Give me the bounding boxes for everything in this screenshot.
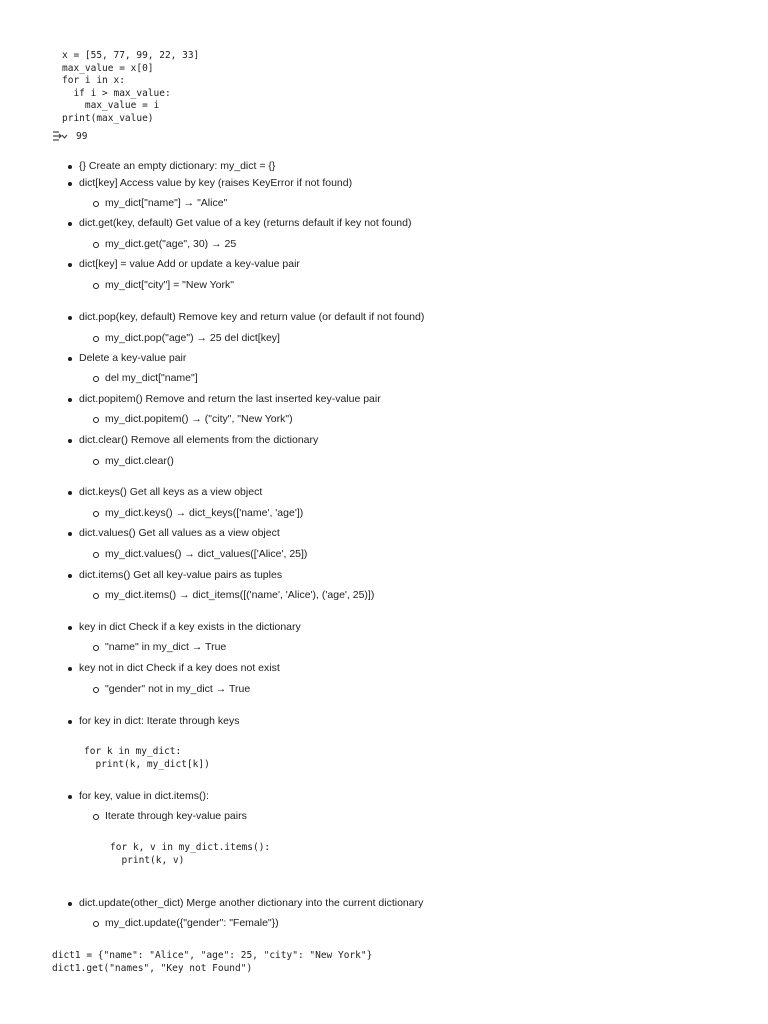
list-item: key in dict Check if a key exists in the dictionary (79, 621, 301, 633)
sub-list-item: my_dict.get("age", 30) → 25 (105, 238, 237, 250)
sub-list-item: "gender" not in my_dict → True (105, 683, 251, 695)
list-item: for key in dict: Iterate through keys (79, 715, 240, 727)
code-snippet-iter-keys: for k in my_dict: print(k, my_dict[k]) (84, 746, 210, 770)
list-item: dict[key] Access value by key (raises KeyError if not found) (79, 177, 353, 189)
output-icon[interactable] (52, 130, 68, 142)
code-snippet-iter-items: for k, v in my_dict.items(): print(k, v) (110, 842, 271, 866)
sub-list-item: del my_dict["name"] (105, 372, 198, 384)
output-value: 99 (76, 130, 88, 142)
sub-list-item: Iterate through key-value pairs (105, 810, 247, 822)
list-item: dict.update(other_dict) Merge another dictionary into the current dictionary (79, 897, 424, 909)
sub-list-item: my_dict.popitem() → ("city", "New York") (105, 413, 293, 425)
sub-list-item: my_dict.update({"gender": "Female"}) (105, 917, 279, 929)
list-item: Delete a key-value pair (79, 352, 187, 364)
list-item: dict.clear() Remove all elements from the dictionary (79, 434, 319, 446)
list-item: dict.keys() Get all keys as a view object (79, 486, 263, 498)
sub-list-item: my_dict["name"] → "Alice" (105, 197, 228, 209)
list-item: dict[key] = value Add or update a key-value pair (79, 258, 300, 270)
list-item: dict.pop(key, default) Remove key and return value (or default if not found) (79, 311, 425, 323)
sub-list-item: my_dict.items() → dict_items([('name', 'Alice'), ('age', 25)]) (105, 589, 375, 601)
sub-list-item: my_dict.pop("age") → 25 del dict[key] (105, 332, 280, 344)
sub-list-item: my_dict["city"] = "New York" (105, 279, 234, 291)
sub-list-item: my_dict.values() → dict_values(['Alice', 25]) (105, 548, 308, 560)
sub-list-item: my_dict.keys() → dict_keys(['name', 'age']) (105, 507, 304, 519)
code-cell-dict-get[interactable]: dict1 = {"name": "Alice", "age": 25, "city": "New York"} dict1.get("names", "Key not Found") (52, 950, 373, 974)
sub-list-item: my_dict.clear() (105, 455, 174, 467)
list-item: dict.items() Get all key-value pairs as tuples (79, 569, 283, 581)
code-cell-max-value[interactable]: x = [55, 77, 99, 22, 33] max_value = x[0] for i in x: if i > max_value: max_value = i print(max_value) (62, 50, 200, 124)
cell-output (52, 130, 87, 142)
list-item: key not in dict Check if a key does not exist (79, 662, 280, 674)
list-item: for key, value in dict.items(): (79, 790, 209, 802)
sub-list-item: "name" in my_dict → True (105, 641, 227, 653)
list-item: dict.popitem() Remove and return the last inserted key-value pair (79, 393, 381, 405)
list-item: dict.values() Get all values as a view object (79, 527, 280, 539)
list-item: dict.get(key, default) Get value of a key (returns default if key not found) (79, 217, 412, 229)
list-item: {} Create an empty dictionary: my_dict = {} (79, 160, 276, 172)
